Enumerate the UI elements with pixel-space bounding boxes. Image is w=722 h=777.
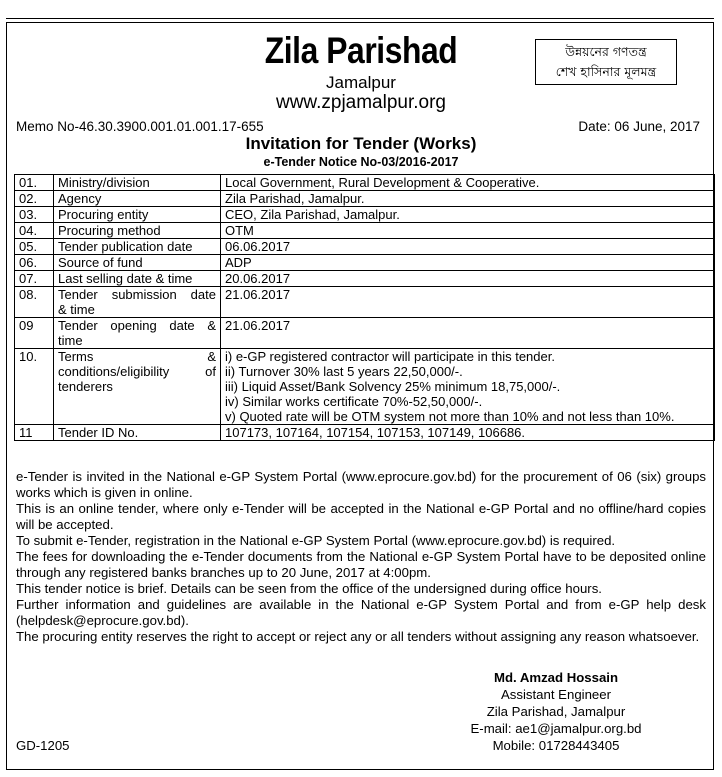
table-row <box>15 255 715 271</box>
body-paragraph: This is an online tender, where only e-Tender will be accepted in the National e-GP Portal and no offline/hard copies will be accepted. <box>16 501 706 532</box>
body-paragraph: To submit e-Tender, registration in the National e-GP System Portal (www.eprocure.gov.bd) is required. <box>16 533 616 548</box>
table-row <box>15 191 715 207</box>
row-value: ADP <box>221 255 715 271</box>
row-value: Zila Parishad, Jamalpur. <box>221 191 715 207</box>
slogan-box <box>535 39 677 85</box>
row-value: 06.06.2017 <box>221 239 715 255</box>
row-number: 04. <box>15 223 54 239</box>
signatory-office: Zila Parishad, Jamalpur <box>486 704 626 719</box>
row-label-line: Tender submission date <box>58 287 216 302</box>
notice-number: e-Tender Notice No-03/2016-2017 <box>263 155 459 169</box>
signatory-mobile: Mobile: 01728443405 <box>492 738 620 753</box>
row-label-line: Tender opening date & <box>58 318 216 333</box>
row-number: 06. <box>15 255 54 271</box>
table-row <box>15 425 715 441</box>
row-label: Tender ID No. <box>54 425 221 441</box>
memo-number: Memo No-46.30.3900.001.01.001.17-655 <box>16 119 264 134</box>
row-number: 07. <box>15 271 54 287</box>
row-label: Ministry/division <box>54 175 221 191</box>
table-row <box>15 271 715 287</box>
row-value: 21.06.2017 <box>221 318 715 349</box>
condition-item: i) e-GP registered contractor will participate in this tender. <box>225 349 555 364</box>
body-paragraph: The fees for downloading the e-Tender documents from the National e-GP System Portal have to be deposited online through any registered banks branches up to 20 June, 2017 at 4:00pm. <box>16 549 706 580</box>
row-number: 05. <box>15 239 54 255</box>
row-label: Last selling date & time <box>54 271 221 287</box>
website: www.zpjamalpur.org <box>275 92 447 113</box>
conditions-list <box>221 349 715 425</box>
tender-details-table <box>14 174 715 441</box>
notice-title: Invitation for Tender (Works) <box>245 134 477 153</box>
table-row <box>15 318 715 349</box>
notice-body <box>16 469 706 645</box>
district: Jamalpur <box>326 73 396 92</box>
row-label-line: Terms & <box>58 349 216 364</box>
org-name: Zila Parishad <box>264 30 458 71</box>
row-value: 21.06.2017 <box>221 287 715 318</box>
row-value: Local Government, Rural Development & Cooperative. <box>221 175 715 191</box>
row-number: 08. <box>15 287 54 318</box>
row-label: Source of fund <box>54 255 221 271</box>
row-number: 09 <box>15 318 54 349</box>
table-row <box>15 287 715 318</box>
row-label-line: conditions/eligibility of <box>58 364 216 379</box>
signatory-designation: Assistant Engineer <box>501 687 611 702</box>
row-number: 01. <box>15 175 54 191</box>
row-label-line: tenderers <box>58 379 113 394</box>
row-label-line: & time <box>58 302 95 317</box>
condition-item: v) Quoted rate will be OTM system not more than 10% and not less than 10%. <box>225 409 675 424</box>
top-rule <box>6 18 714 19</box>
notice-date: Date: 06 June, 2017 <box>578 119 700 134</box>
row-label: Tender publication date <box>54 239 221 255</box>
row-label <box>54 318 221 349</box>
table-row <box>15 239 715 255</box>
condition-item: ii) Turnover 30% last 5 years 22,50,000/-. <box>225 364 463 379</box>
body-paragraph: This tender notice is brief. Details can be seen from the office of the undersigned during office hours. <box>16 581 602 596</box>
row-value: OTM <box>221 223 715 239</box>
signature-block <box>458 669 654 754</box>
signatory-email: E-mail: ae1@jamalpur.org.bd <box>470 721 642 736</box>
condition-item: iv) Similar works certificate 70%-52,50,000/-. <box>225 394 483 409</box>
slogan-line-1: উন্নয়নের গণতন্ত্র <box>565 44 647 59</box>
table-row <box>15 223 715 239</box>
row-number: 02. <box>15 191 54 207</box>
body-paragraph: Further information and guidelines are available in the National e-GP System Portal and from e-GP help desk (helpdesk@eprocure.gov.bd). <box>16 597 706 628</box>
row-value: 107173, 107164, 107154, 107153, 107149, 106686. <box>221 425 715 441</box>
table-row <box>15 207 715 223</box>
row-number: 11 <box>15 425 54 441</box>
row-label: Procuring entity <box>54 207 221 223</box>
table-row <box>15 349 715 425</box>
table-row <box>15 175 715 191</box>
signatory-name: Md. Amzad Hossain <box>493 670 619 685</box>
row-label-line: time <box>58 333 83 348</box>
condition-item: iii) Liquid Asset/Bank Solvency 25% minimum 18,75,000/-. <box>225 379 561 394</box>
body-paragraph: e-Tender is invited in the National e-GP System Portal (www.eprocure.gov.bd) for the procurement of 06 (six) groups works which is given in online. <box>16 469 706 500</box>
row-value: 20.06.2017 <box>221 271 715 287</box>
body-paragraph: The procuring entity reserves the right to accept or reject any or all tenders without assigning any reason whatsoever. <box>16 629 700 644</box>
row-number: 10. <box>15 349 54 425</box>
row-value: CEO, Zila Parishad, Jamalpur. <box>221 207 715 223</box>
row-number: 03. <box>15 207 54 223</box>
row-label <box>54 287 221 318</box>
slogan-line-2: শেখ হাসিনার মূলমন্ত্র <box>555 64 657 79</box>
gd-number: GD-1205 <box>16 738 70 753</box>
row-label <box>54 349 221 425</box>
row-label: Agency <box>54 191 221 207</box>
row-label: Procuring method <box>54 223 221 239</box>
